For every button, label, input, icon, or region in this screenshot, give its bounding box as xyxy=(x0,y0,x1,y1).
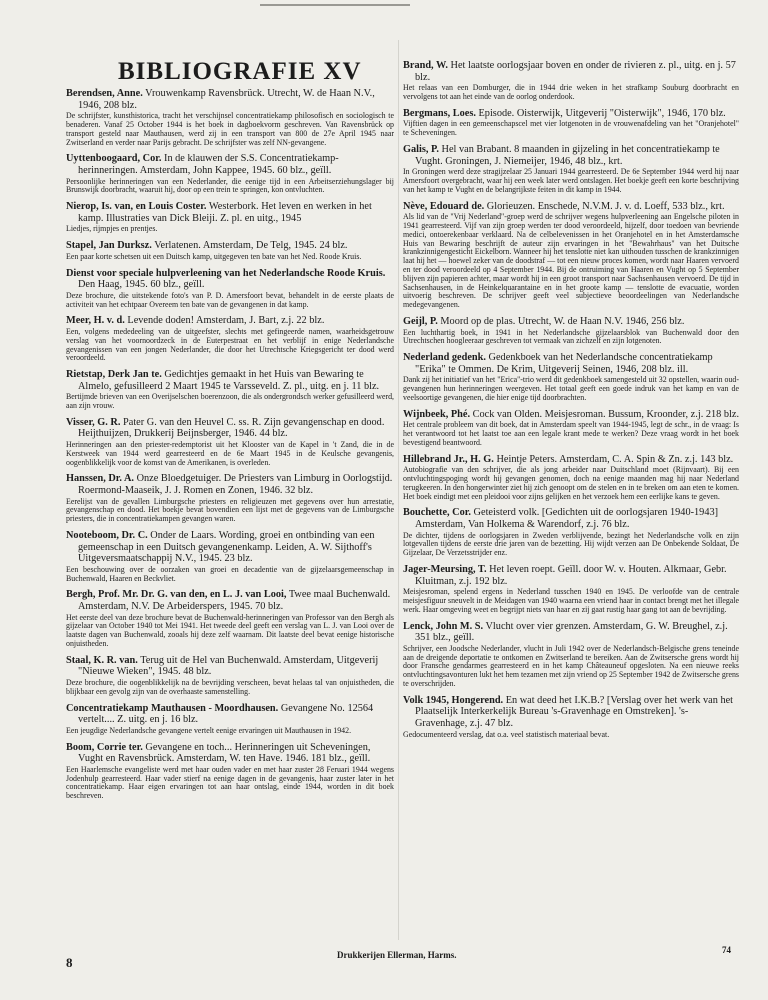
column-divider xyxy=(398,40,399,940)
bibliography-entry xyxy=(403,60,739,102)
entry-publication: Onder de Laars. Wording, groei en ontbinding van een gemeenschap in een Duitsch gevangenenkamp. Leiden, A. W. Sijthoff's Uitgeversmaatschappij N.V., 1945. 23 blz. xyxy=(78,530,375,565)
entry-description: Als lid van de "Vrij Nederland"-groep werd de schrijver wegens hulpverleening aan Engelsche piloten in 1941 gearresteerd. Vijf van zijn groep werden ter dood veroordeeld, hijzelf, door toedoen van bevriende medici, ontoerekenbaar verklaard. Na de celbelevenissen in het Oranjehotel en in het Amsterdamsche Huis van Bewaring beschrijft de auteur zijn ervaringen in het "Bewahrhaus" van het Duitsche krankzinnigengesticht Eickelborn. Wanneer hij het tenslotte niet kan uithouden tusschen de krankzinnigen laat hij het — hoewel zeker van de doodstraf — tot een nieuw proces komen, wordt naar Haaren vervoerd en ter dood veroordeeld op 4 September 1944. Bij de ontruiming van Haaren en Vught op 5 September blijven zijn papieren achter, maar wordt hij in een groot transport naar Sachsenhausen vervoerd. De tijd in Sachsenhausen, in de Heinkelquarantaine en in het groote kamp — tenslotte de evacuatie, worden uitvoerig beschreven. De schrijver geeft veel subjectieve beoordeelingen van Nederlandsche medegevangenen. xyxy=(403,212,739,310)
entry-publication: En wat deed het I.K.B.? [Verslag over het werk van het Plaatselijk Interkerkelijk Bureau 's-Gravenhage en Omstreken]. 's-Gravenhage, z.j. 47 blz. xyxy=(415,694,734,729)
entry-publication: Verlatenen. Amsterdam, De Telg, 1945. 24 blz. xyxy=(151,240,348,252)
bibliography-entry xyxy=(66,742,394,801)
entry-description: Een, volgens mededeeling van de uitgeefster, slechts met gefingeerde namen, waarheidsgetrouw verslag van het voornoordzeck in de Euterpestraat en het verblijf in enige Nederlandsche gevangenissen van een jongen Nederlander, die door het Utrechtsche Kriegsgericht ter dood werd veroordeeld. xyxy=(66,326,394,363)
printer-credit: Drukkerijen Ellerman, Harms. xyxy=(337,950,457,960)
bibliography-entry xyxy=(66,369,394,411)
entry-publication: Het laatste oorlogsjaar boven en onder de rivieren z. pl., uitg. en j. 57 blz. xyxy=(415,60,736,83)
bibliography-entry xyxy=(403,564,739,615)
entry-publication: Pater G. van den Heuvel C. ss. R. Zijn gevangenschap en dood. Heijthuijzen, Drukkerij Beijnsberger, 1946. 44 blz. xyxy=(78,416,385,440)
entry-citation xyxy=(403,201,739,213)
entry-publication: Cock van Olden. Meisjesroman. Bussum, Kroonder, z.j. 218 blz. xyxy=(470,408,740,420)
entry-author: Wijnbeek, Phé. xyxy=(403,408,471,420)
entry-description: Een paar korte schetsen uit een Duitsch kamp, uitgegeven ten bate van het Ned. Roode Kruis. xyxy=(66,251,362,261)
entry-author: Volk 1945, Hongerend. xyxy=(403,694,504,706)
entry-author: Concentratiekamp Mauthausen - Moordhausen. xyxy=(66,702,279,714)
entry-publication: Gevangene No. 12564 vertelt.... Z. uitg. en j. 16 blz. xyxy=(78,702,374,726)
entry-author: Lenck, John M. S. xyxy=(403,620,484,632)
entry-author: Bouchette, Cor. xyxy=(403,507,471,519)
entry-publication: Hel van Brabant. 8 maanden in gijzeling in het concentratiekamp te Vught. Groningen, J. Niemeijer, 1946, 48 blz., krt. xyxy=(415,143,720,167)
entry-citation xyxy=(66,240,394,252)
entry-description: De schrijfster, kunsthistorica, tracht het verschijnsel concentratiekamp philosofisch en sociologisch te benaderen. Vanaf 25 October 1944 is het boek in dagboekvorm geschreven. Van Ravensbrück op transport gesteld naar Mauthausen, werd zij in een transport van 800 de 27e April 1945 naar Zwitserland en verder naar Parijs gebracht. De schrijfster was zelf NN-gevangene. xyxy=(66,111,394,147)
page-title: BIBLIOGRAFIE XV xyxy=(118,58,362,85)
entry-publication: Gedenkboek van het Nederlandsche concentratiekamp "Erika" te Ommen. De Krim, Uitgeverij Seinen, 1946, 208 blz. ill. xyxy=(415,352,713,375)
entry-citation xyxy=(66,369,394,392)
entry-author: Brand, W. xyxy=(403,60,448,71)
entry-author: Bergmans, Loes. xyxy=(403,107,476,119)
entry-description: Een jeugdige Nederlandsche gevangene vertelt eenige ervaringen uit Mauthausen in 1942. xyxy=(66,725,352,735)
bibliography-entry xyxy=(403,108,739,138)
entry-description: Het centrale probleem van dit boek, dat in Amsterdam speelt van 1944-1945, legt de schr., in de vraag: Is het verantwoord tot het laatst toe aan een legale krant mede te werken? Deze vraag wordt in het boek bevestigend beantwoord. xyxy=(403,420,739,447)
bibliography-entry xyxy=(403,621,739,689)
entry-description: De dichter, tijdens de oorlogsjaren in Zweden verblijvende, bezingt het Nederlandsche volk en zijn lotgevallen tijdens de eerste drie jaren van de bezetting. Hij wijdt verzen aan De Onbekende Soldaat, De Gijzelaar, De Verzetsstrijder enz. xyxy=(403,530,739,558)
entry-description: Vijftien dagen in een gemeenschapscel met vier lotgenoten in de vrouwenafdeling van het "Oranjehotel" te Scheveningen. xyxy=(403,119,739,138)
bibliography-entry xyxy=(403,454,739,502)
bibliography-entry xyxy=(403,352,739,403)
entry-description: Persoonlijke herinneringen van een Nederlander, die eenige tijd in een Arbeitserziehungslager bij Brunswijk doorbracht, waaruit hij, door op een trein te springen, kon ontvluchten. xyxy=(66,176,394,195)
entry-publication: Westerbork. Het leven en werken in het kamp. Illustraties van Dick Bleiji. Z. pl. en uitg., 1945 xyxy=(78,201,372,224)
entry-description: Deze brochure, die oogenblikkelijk na de bevrijding verscheen, bevat helaas tal van onjuistheden, die blijkbaar een gevolg zijn van de overhaaste samenstelling. xyxy=(66,677,394,696)
entry-author: Staal, K. R. van. xyxy=(66,654,138,666)
entry-citation xyxy=(66,417,394,440)
entry-citation xyxy=(403,352,739,375)
entry-author: Boom, Corrie ter. xyxy=(66,741,143,753)
entry-citation xyxy=(403,695,739,730)
entry-citation xyxy=(66,315,394,327)
bibliography-entry xyxy=(403,409,739,448)
entry-publication: Episode. Oisterwijk, Uitgeverij "Oisterwijk", 1946, 170 blz. xyxy=(475,107,726,119)
entry-citation xyxy=(66,473,394,496)
entry-publication: Gedichtjes gemaakt in het Huis van Bewaring te Almelo, gefusilleerd 2 Maart 1945 te Varsseveld. Z. pl., uitg. en j. 11 blz. xyxy=(78,369,380,392)
entry-citation xyxy=(403,60,739,83)
entry-author: Hanssen, Dr. A. xyxy=(66,473,134,485)
bibliography-entry xyxy=(403,144,739,195)
entry-publication: Vlucht over vier grenzen. Amsterdam, G. W. Breughel, z.j. 351 blz., geïll. xyxy=(415,620,728,644)
bibliography-entry xyxy=(66,240,394,261)
entry-description: Schrijver, een Joodsche Nederlander, vlucht in Juli 1942 over de Nederlandsch-Belgische grens teneinde aan de dreigende deportatie te ontkomen en Zwitserland te bereiken. Aan de Zwitsersche grens wordt hij door Fransche gendarmes gearresteerd en in het kamp Châteauneuf opgesloten. Na een nieuwe reeks ontvluchtingsavonturen lukt het hem tezamen met zijn vriend op 25 September 1942 de Zwitsersche grens te overschrijden. xyxy=(403,643,739,688)
entry-author: Berendsen, Anne. xyxy=(66,88,143,99)
entry-author: Dienst voor speciale hulpverleening van het Nederlandsche Roode Kruis. xyxy=(66,267,386,279)
entry-citation xyxy=(66,589,394,612)
entry-publication: Twee maal Buchenwald. Amsterdam, N.V. De Arbeiderspers, 1945. 70 blz. xyxy=(78,589,391,612)
entry-publication: Terug uit de Hel van Buchenwald. Amsterdam, Uitgeverij "Nieuwe Wieken", 1945. 48 blz. xyxy=(78,654,379,678)
bibliography-entry xyxy=(66,201,394,234)
entry-publication: Levende doden! Amsterdam, J. Bart, z.j. 22 blz. xyxy=(124,315,325,327)
entry-citation xyxy=(66,88,394,111)
bibliography-entry xyxy=(66,530,394,583)
entry-publication: Geteisterd volk. [Gedichten uit de oorlogsjaren 1940-1943] Amsterdam, Van Holkema & Warendorf, z.j. 76 blz. xyxy=(415,507,719,531)
entry-author: Stapel, Jan Durksz. xyxy=(66,240,152,252)
bibliography-entry xyxy=(66,589,394,648)
entry-description: Bertijmde brieven van een Overijselschen boerenzoon, die als ondergrondsch werker gefusilleerd werd, aan zijn vrouw. xyxy=(66,392,394,411)
entry-author: Jager-Meursing, T. xyxy=(403,564,487,576)
entry-citation xyxy=(403,409,739,421)
bibliography-entry xyxy=(66,268,394,310)
page-number-left: 8 xyxy=(66,955,73,970)
entry-citation xyxy=(403,621,739,644)
left-column xyxy=(66,88,394,807)
entry-author: Nierop, Is. van, en Louis Coster. xyxy=(66,201,207,213)
entry-author: Bergh, Prof. Mr. Dr. G. van den, en L. J. van Looi, xyxy=(66,589,287,601)
entry-description: Het eerste deel van deze brochure bevat de Buchenwald-herinneringen van Professor van den Bergh als gijzelaar van October 1940 tot Mei 1941. Het tweede deel geeft een verslag van L. J. van Looi over de laatste dagen van Buchenwald, zooals hij deze zelf waarnam. Dit laatste deel bevat eenige historische onjuistheden. xyxy=(66,612,394,648)
bibliography-entry xyxy=(66,153,394,195)
entry-publication: Heintje Peters. Amsterdam, C. A. Spin & Zn. z.j. 143 blz. xyxy=(493,453,734,465)
entry-publication: Onze Bloedgetuiger. De Priesters van Limburg in Oorlogstijd. Roermond-Maaseik, J. J. Romen en Zonen, 1946. 32 blz. xyxy=(78,473,393,497)
bibliography-entry xyxy=(66,315,394,363)
bibliography-entry xyxy=(66,88,394,147)
page-number-right: 74 xyxy=(722,945,731,955)
entry-publication: Gevangene en toch... Herinneringen uit Scheveningen, Vught en Ravensbrück. Amsterdam, W. ten Have. 1946. 181 blz., geïll. xyxy=(78,741,371,765)
entry-description: Het relaas van een Domburger, die in 1944 drie weken in het strafkamp Souburg doorbracht en vervolgens tot aan het einde van de oorlog onderdook. xyxy=(403,83,739,101)
entry-author: Nederland gedenk. xyxy=(403,352,486,364)
bibliography-entry xyxy=(66,655,394,697)
entry-description: Deze brochure, die uitstekende foto's van P. D. Amersfoort bevat, behandelt in de eerste plaats de activiteit van het echtpaar Overeem ten bate van de gevangenen in dat kamp. xyxy=(66,290,394,309)
entry-author: Hillebrand Jr., H. G. xyxy=(403,453,494,465)
entry-citation xyxy=(66,153,394,176)
entry-author: Rietstap, Derk Jan te. xyxy=(66,369,162,381)
bibliography-entry xyxy=(66,703,394,736)
bibliography-entry xyxy=(403,695,739,740)
entry-citation xyxy=(403,454,739,466)
entry-publication: In de klauwen der S.S. Concentratiekamp-herinneringen. Amsterdam, John Kappee, 1945. 60 blz., geïll. xyxy=(78,153,339,176)
entry-description: Herinneringen aan den priester-redemptorist uit het Klooster van de Kapel in 't Zand, die in de Kerstweek van 1944 werd gearresteerd en de 6e Maart 1945 in de Keulsche gevangenis, oogenblikkelijk voor de komst van de Amerikanen, is overleden. xyxy=(66,440,394,467)
entry-publication: Den Haag, 1945. 60 blz., geïll. xyxy=(78,279,205,291)
entry-citation xyxy=(66,655,394,678)
entry-description: Dank zij het initiatief van het "Erica"-trio werd dit gedenkboek samengesteld uit 32 opstellen, waarin oud-gevangenen hun herinneringen weergeven. Het totaal geeft een goede indruk van het kamp en van de veelsoortige gevangenen, die hier enige tijd doorbrachten. xyxy=(403,375,739,402)
entry-description: Een beschouwing over de oorzaken van groei en decadentie van de gijzelaarsgemeenschap in Buchenwald, Haaren en Beckvliet. xyxy=(66,564,394,583)
top-edge-mark xyxy=(260,4,410,6)
entry-citation xyxy=(66,703,394,726)
entry-author: Galis, P. xyxy=(403,143,439,155)
bibliography-entry xyxy=(403,201,739,310)
entry-author: Geijl, P. xyxy=(403,315,438,327)
entry-description: Meisjesroman, spelend ergens in Nederland tusschen 1940 en 1945. De verloofde van de centrale meisjesfiguur sneuvelt in de Meidagen van 1940 waarna een vriend haar in contact brengt met het illegale werk. Haar omgeving weet en begrijpt niets van haar en zij gaat rustig haar gang tot aan de bevrijding. xyxy=(403,587,739,614)
entry-author: Meer, H. v. d. xyxy=(66,315,125,327)
bibliography-entry xyxy=(66,417,394,468)
entry-description: Liedjes, rijmpjes en prentjes. xyxy=(66,224,158,234)
entry-author: Nève, Edouard de. xyxy=(403,200,485,212)
bibliography-entry xyxy=(66,473,394,524)
bibliography-entry xyxy=(403,507,739,558)
entry-publication: Het leven roept. Geïll. door W. v. Houten. Alkmaar, Gebr. Kluitman, z.j. 192 blz. xyxy=(415,564,727,587)
entry-description: Autobiografie van den schrijver, die als jong arbeider naar Duitschland moet (Rijnvaart). Bij een ontvluchtingspoging wordt hij gevangen genomen, doch na eenige maanden mag hij naar Nederland terugkeeren. In den hongerwinter ziet hij zich genoopt om de stelen en in te breken om aan eten te komen. Het boek eindigt met een pleidooi voor zijns gelijken en het verzoek hem een eerlijke kans te geven. xyxy=(403,465,739,501)
entry-citation xyxy=(403,564,739,587)
entry-publication: Glorieuzen. Enschede, N.V.M. J. v. d. Loeff, 533 blz., krt. xyxy=(484,200,725,212)
entry-description: In Groningen werd deze stragijzelaar 25 Januari 1944 gearresteerd. De 6e September 1944 werd hij naar Amersfoort overgebracht, waar hij een week later werd ontslagen. Het boekje geeft een korte beschrijving van het kamp te Vught en de belangrijkste feiten in dit kamp in 1944. xyxy=(403,167,739,194)
entry-citation xyxy=(403,316,739,328)
entry-publication: Vrouwenkamp Ravensbrück. Utrecht, W. de Haan N.V., 1946, 208 blz. xyxy=(78,88,375,111)
entry-description: Een Haarlemsche evangeliste werd met haar ouden vader en met haar zuster 28 Feruari 1944 wegens Jodenhulp gearresteerd. Haar vader stierf na eenige dagen in de gevangenis, haar zuster later in het concentratiekamp. Haar eigen ervaringen tot aan haar ontslag, einde 1944, worden in dit boek beschreven. xyxy=(66,764,394,801)
entry-citation xyxy=(66,201,394,224)
entry-publication: Moord op de plas. Utrecht, W. de Haan N.V. 1946, 256 blz. xyxy=(437,315,685,327)
entry-citation xyxy=(66,742,394,765)
entry-author: Nooteboom, Dr. C. xyxy=(66,530,148,542)
entry-citation xyxy=(403,507,739,530)
entry-citation xyxy=(66,530,394,565)
entry-author: Visser, G. R. xyxy=(66,416,121,428)
bibliography-entry xyxy=(403,316,739,346)
entry-citation xyxy=(403,144,739,167)
entry-citation xyxy=(66,268,394,291)
entry-author: Uyttenboogaard, Cor. xyxy=(66,153,162,165)
entry-description: Gedocumenteerd verslag, dat o.a. veel statistisch materiaal bevat. xyxy=(403,729,610,739)
right-column xyxy=(403,60,739,745)
entry-description: Eerelijst van de gevallen Limburgsche priesters en religieuzen met gegevens over hun arrestatie, gevangenschap en dood. Het boekje bevat bovendien een lijst met de gegevens van de Limburgsche priesters, die in concentratiekampen gevangen waren. xyxy=(66,496,394,524)
entry-citation xyxy=(403,108,739,120)
entry-description: Een luchthartig boek, in 1941 in het Nederlandsche gijzelaarsblok van Buchenwald door den Utrechtschen hoogleeraar geschreven tot vermaak van zichzelf en zijn lotgenoten. xyxy=(403,327,739,346)
